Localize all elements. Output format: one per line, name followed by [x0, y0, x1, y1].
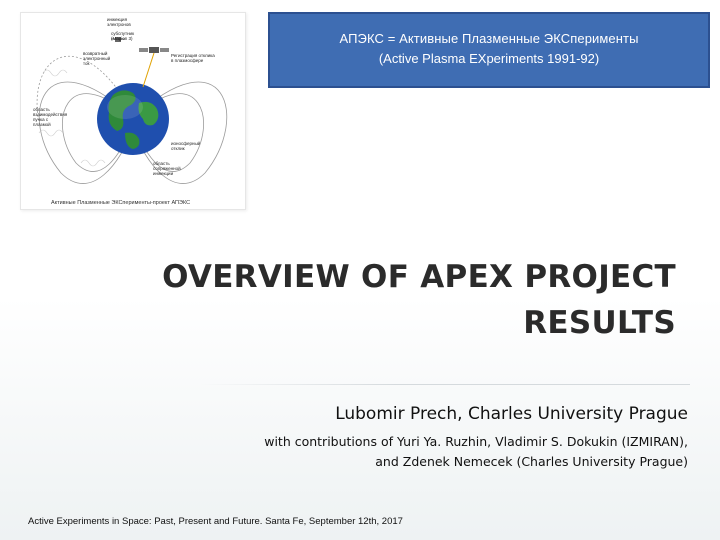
contributors — [264, 432, 688, 472]
label-registration: Регистрация отклика в плазмосфере — [171, 53, 215, 63]
electron-beam — [143, 53, 154, 87]
apex-definition-russian: АПЭКС = Активные Плазменные ЭКСперименты — [339, 31, 639, 46]
contributors-line2: and Zdenek Nemecek (Charles University Prague) — [375, 454, 688, 469]
label-interaction-region: область взаимодействия пучка с плазмой — [33, 107, 68, 127]
author-line: Lubomir Prech, Charles University Prague — [335, 404, 688, 424]
slide-title-line2: RESULTS — [523, 305, 676, 341]
label-ionosphere: ионосферный отклик — [171, 141, 201, 151]
apex-definition-box — [268, 12, 710, 88]
slide-title-line1: OVERVIEW OF APEX PROJECT — [162, 259, 676, 295]
earth-globe — [97, 83, 169, 155]
contributors-line1: with contributions of Yuri Ya. Ruzhin, Vladimir S. Dokukin (IZMIRAN), — [264, 434, 688, 449]
label-injection: инжекция электронов — [107, 17, 131, 27]
figure-caption: Активные Плазменные ЭКСперименты-проект АПЭКС — [51, 200, 191, 206]
label-subsatellite: субспутник (Magion 3) — [111, 31, 135, 41]
label-return-current: возвратный электронный ток — [83, 51, 111, 66]
title-separator — [200, 384, 690, 385]
satellite-interkosmos — [139, 47, 169, 53]
apex-definition-english: (Active Plasma EXperiments 1991-92) — [378, 51, 600, 66]
apex-diagram — [20, 12, 246, 210]
conference-footer: Active Experiments in Space: Past, Present and Future. Santa Fe, September 12th, 2017 — [28, 516, 403, 527]
label-conjugate: область сопряженной инжекции — [153, 161, 181, 176]
slide-title — [116, 254, 676, 346]
